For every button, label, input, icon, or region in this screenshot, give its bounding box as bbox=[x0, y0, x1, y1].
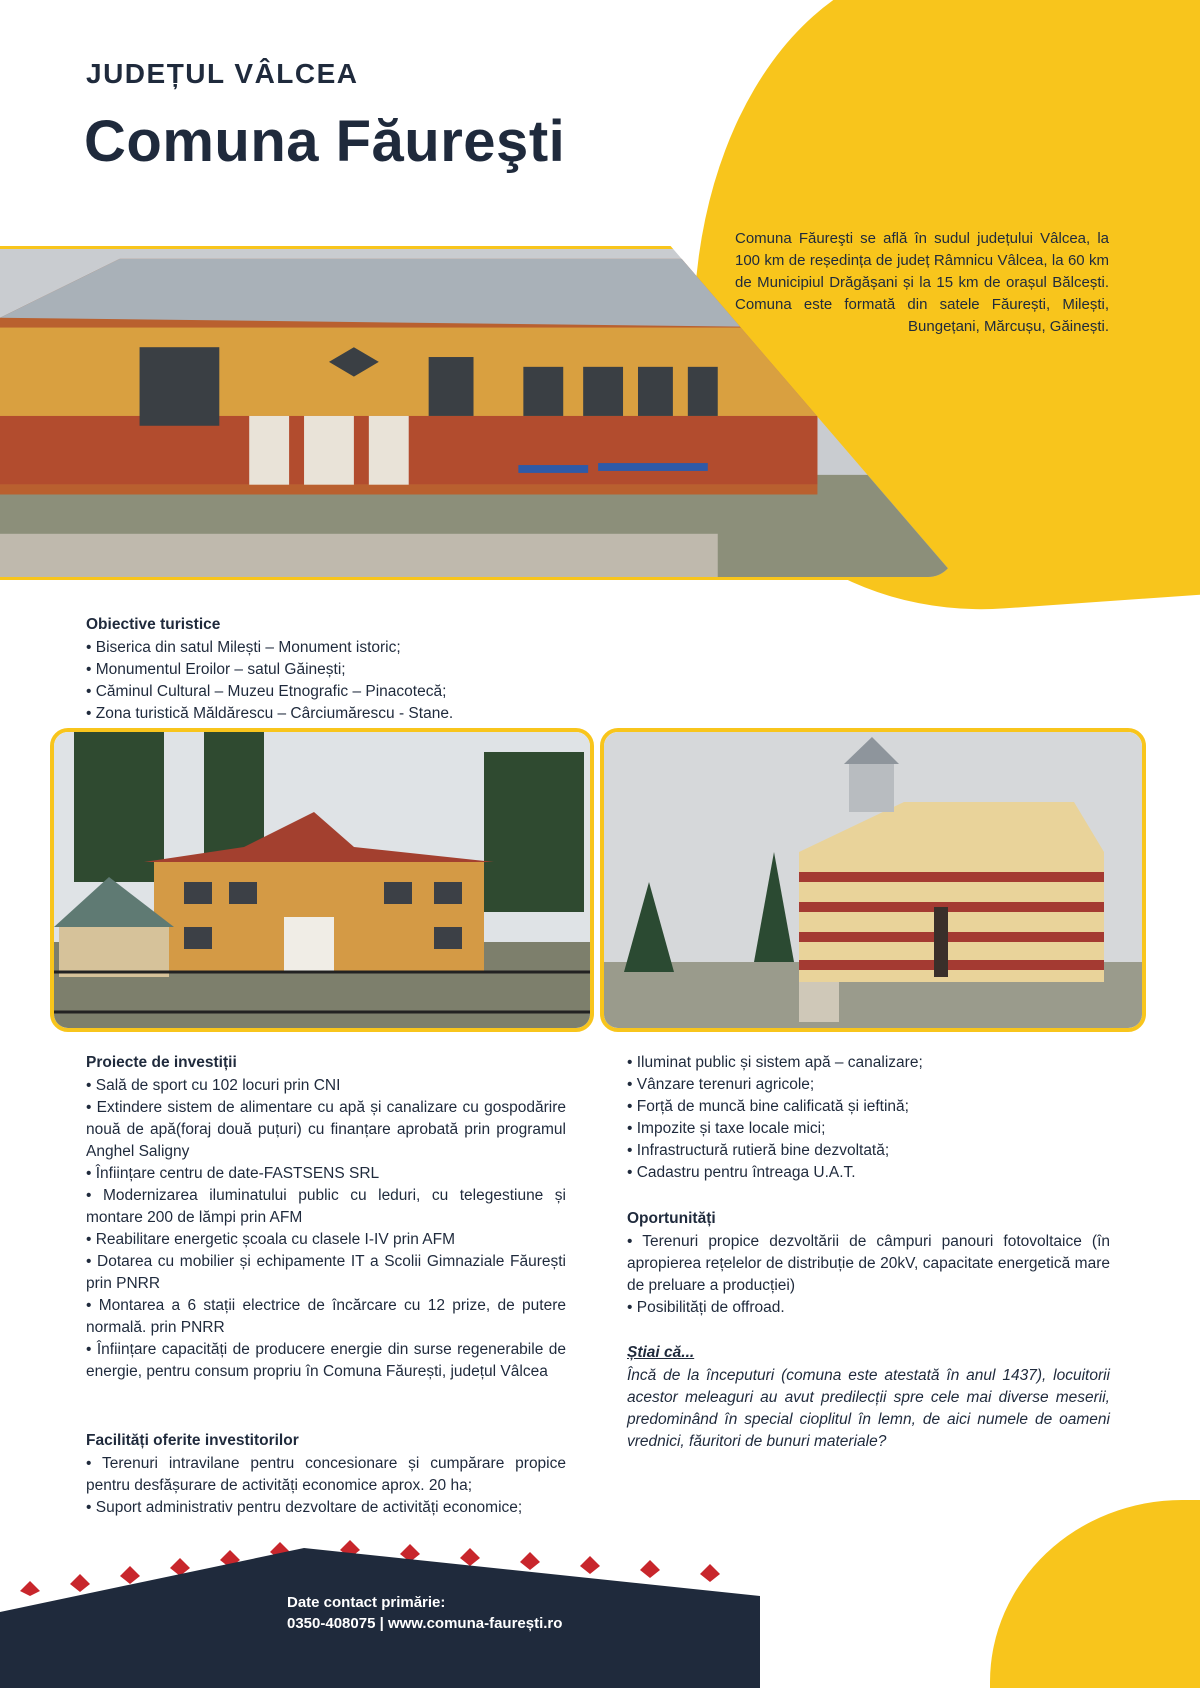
did-you-know-title: Știai că... bbox=[627, 1344, 695, 1361]
did-you-know bbox=[627, 1342, 1110, 1453]
facilities-title: Facilități oferite investitorilor bbox=[86, 1432, 299, 1449]
investment-projects bbox=[86, 1052, 566, 1383]
contact-block bbox=[287, 1592, 562, 1634]
investor-facilities-continued bbox=[627, 1052, 1110, 1184]
list-item: • Zona turistică Măldărescu – Cârciumărescu - Stane. bbox=[86, 703, 646, 725]
list-item: • Reabilitare energetic școala cu clasele I-IV prin AFM bbox=[86, 1229, 566, 1251]
page-title: Comuna Făureşti bbox=[84, 109, 566, 174]
list-item: • Iluminat public și sistem apă – canalizare; bbox=[627, 1052, 1110, 1074]
list-item: • Posibilități de offroad. bbox=[627, 1297, 1110, 1319]
list-item: • Terenuri intravilane pentru concesionare și cumpărare propice pentru desfășurare de activități economice aprox. 20 ha; bbox=[86, 1453, 566, 1497]
list-item: • Suport administrativ pentru dezvoltare de activități economice; bbox=[86, 1497, 566, 1519]
contact-label: Date contact primărie: bbox=[287, 1594, 446, 1611]
yellow-decor-bottom bbox=[990, 1500, 1200, 1688]
did-you-know-text: Încă de la începuturi (comuna este atestată în anul 1437), locuitorii acestor meleaguri au avut predilecții spre cele mai diverse meserii, predominând în special cioplitul în lemn, de aici numele de oameni vrednici, făuritori de bunuri materiale? bbox=[627, 1367, 1110, 1450]
tourist-objectives bbox=[86, 614, 646, 725]
list-item: • Vânzare terenuri agricole; bbox=[627, 1074, 1110, 1096]
list-item: • Monumentul Eroilor – satul Găinești; bbox=[86, 659, 646, 681]
contact-details: 0350-408075 | www.comuna-faurești.ro bbox=[287, 1615, 563, 1632]
list-item: • Înființare centru de date-FASTSENS SRL bbox=[86, 1163, 566, 1185]
list-item: • Căminul Cultural – Muzeu Etnografic – Pinacotecă; bbox=[86, 681, 646, 703]
list-item: • Terenuri propice dezvoltării de câmpuri panouri fotovoltaice (în apropierea rețelelor de distribuție de 20kV, capacitate energetică mare de preluare a producției) bbox=[627, 1231, 1110, 1297]
tourist-title: Obiective turistice bbox=[86, 616, 221, 633]
intro-paragraph: Comuna Făureşti se află în sudul județului Vâlcea, la 100 km de reședința de județ Râmnicu Vâlcea, la 60 km de Municipiul Drăgășani și la 15 km de orașul Bălcești. Comuna este formată din satele Făurești, Milești, Bungețani, Mărcușu, Găinești. bbox=[735, 230, 1109, 335]
list-item: • Infrastructură rutieră bine dezvoltată; bbox=[627, 1140, 1110, 1162]
list-item: • Sală de sport cu 102 locuri prin CNI bbox=[86, 1075, 566, 1097]
building-photo bbox=[50, 728, 594, 1032]
list-item: • Dotarea cu mobilier și echipamente IT a Scolii Gimnaziale Făurești prin PNRR bbox=[86, 1251, 566, 1295]
list-item: • Impozite și taxe locale mici; bbox=[627, 1118, 1110, 1140]
list-item: • Extindere sistem de alimentare cu apă și canalizare cu gospodărire nouă de apă(foraj două puțuri) cu finanțare aprobată prin programul Anghel Saligny bbox=[86, 1097, 566, 1163]
list-item: • Forță de muncă bine calificată și ieftină; bbox=[627, 1096, 1110, 1118]
list-item: • Cadastru pentru întreaga U.A.T. bbox=[627, 1162, 1110, 1184]
opportunities bbox=[627, 1208, 1110, 1319]
projects-title: Proiecte de investiții bbox=[86, 1054, 237, 1071]
county-heading: JUDEȚUL VÂLCEA bbox=[86, 58, 359, 89]
list-item: • Înființare capacități de producere energie din surse regenerabile de energie, pentru consum propriu în Comuna Făurești, județul Vâlcea bbox=[86, 1339, 566, 1383]
list-item: • Biserica din satul Milești – Monument istoric; bbox=[86, 637, 646, 659]
list-item: • Montarea a 6 stații electrice de încărcare cu 12 prize, de putere normală. prin PNRR bbox=[86, 1295, 566, 1339]
list-item: • Modernizarea iluminatului public cu leduri, cu telegestiune și montare 200 de lămpi prin AFM bbox=[86, 1185, 566, 1229]
church-photo bbox=[600, 728, 1146, 1032]
opportunities-title: Oportunități bbox=[627, 1210, 716, 1227]
investor-facilities bbox=[86, 1430, 566, 1519]
